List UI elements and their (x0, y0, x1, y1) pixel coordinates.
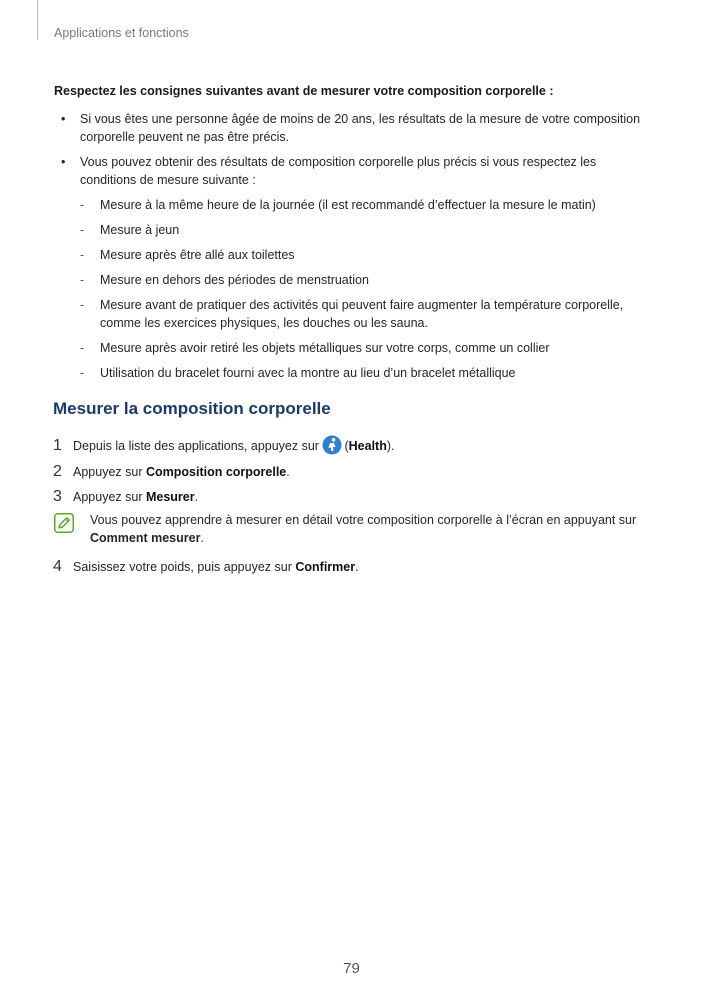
note-text: Vous pouvez apprendre à mesurer en détail votre composition corporelle à l’écran en appuyant sur Comment mesurer. (90, 513, 637, 545)
step-1: 1 Depuis la liste des applications, appuyez sur (Health). (53, 437, 395, 454)
condition-item: - Mesure à la même heure de la journée (il est recommandé d’effectuer la mesure le matin) (80, 198, 596, 212)
bullet-item (54, 153, 644, 382)
step-number: 1 (53, 437, 62, 454)
bullet-list (54, 110, 644, 389)
step-3: 3 Appuyez sur Mesurer. (53, 488, 199, 505)
condition-item: - Mesure après être allé aux toilettes (80, 248, 295, 262)
condition-item: - Mesure en dehors des périodes de menstruation (80, 273, 369, 287)
step-2: 2 Appuyez sur Composition corporelle. (53, 463, 290, 480)
comment-mesurer-label: Comment mesurer (90, 531, 201, 545)
step-4: 4 Saisissez votre poids, puis appuyez sur Confirmer. (53, 558, 359, 575)
header-rule (37, 0, 38, 40)
condition-item: - Mesure après avoir retiré les objets métalliques sur votre corps, comme un collier (80, 341, 550, 355)
mesurer-label: Mesurer (145, 490, 195, 504)
health-label: Health (348, 439, 387, 453)
note-pencil-icon (54, 513, 74, 533)
condition-item: - Mesure à jeun (80, 223, 180, 237)
condition-item: - Utilisation du bracelet fourni avec la montre au lieu d’un bracelet métallique (80, 366, 516, 380)
step-number: 3 (53, 488, 62, 505)
header-section: Applications et fonctions (54, 26, 189, 40)
intro-heading: Respectez les consignes suivantes avant de mesurer votre composition corporelle : (54, 84, 554, 98)
condition-item: - Mesure avant de pratiquer des activités qui peuvent faire augmenter la température corporelle, comme les exercices physiques, les douches ou les sauna. (80, 298, 624, 330)
confirmer-label: Confirmer (295, 560, 356, 574)
bullet-text: Si vous êtes une personne âgée de moins de 20 ans, les résultats de la mesure de votre composition corporelle peuvent ne pas être précis. (80, 112, 641, 144)
step-number: 2 (53, 463, 62, 480)
conditions-list (80, 196, 644, 382)
section-title: Mesurer la composition corporelle (53, 399, 331, 418)
bullet-dot: • (61, 155, 66, 169)
page-number: 79 (343, 960, 360, 977)
bullet-item (54, 110, 644, 146)
bullet-dot: • (61, 112, 66, 126)
bullet-text: Vous pouvez obtenir des résultats de composition corporelle plus précis si vous respectez les conditions de mesure suivante : (80, 155, 597, 187)
step-number: 4 (53, 558, 62, 575)
health-app-icon[interactable] (322, 435, 342, 455)
composition-label: Composition corporelle (145, 465, 287, 479)
note (54, 511, 644, 547)
